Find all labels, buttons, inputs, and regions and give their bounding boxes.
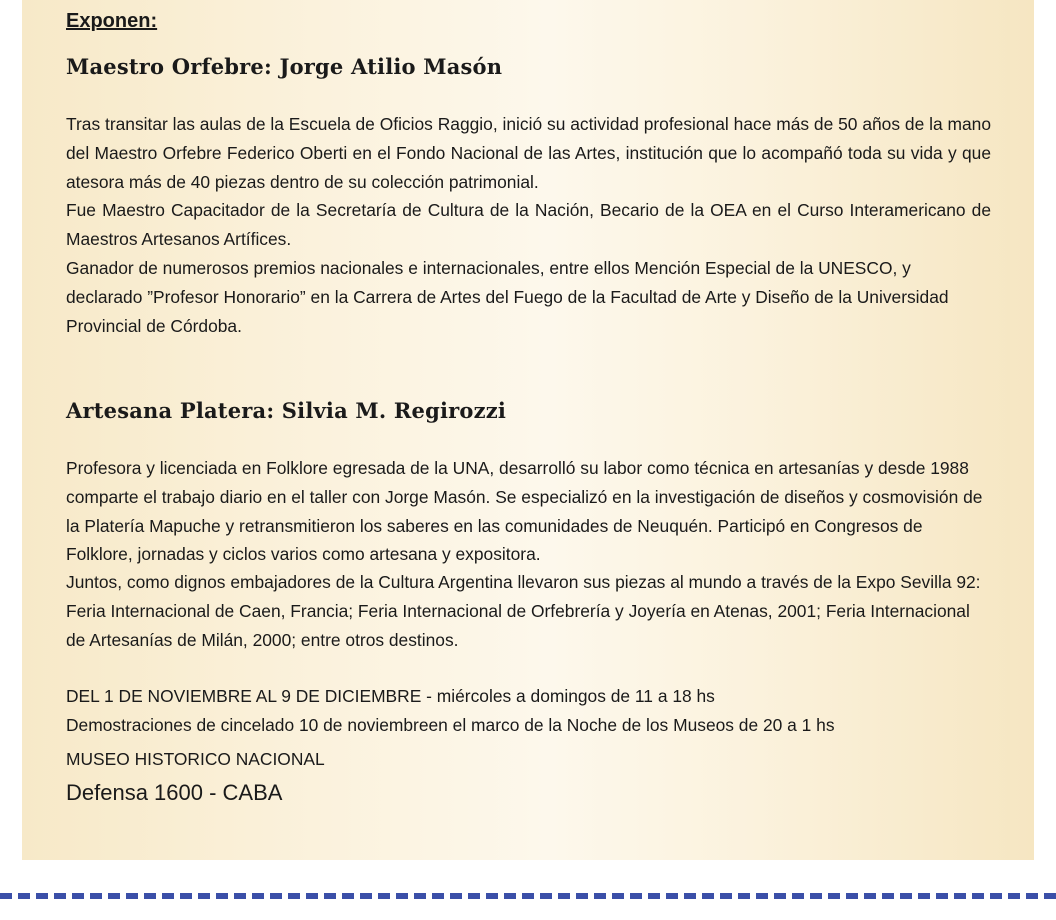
artist1-bio-paragraph: Tras transitar las aulas de la Escuela de Oficios Raggio, inició su actividad profesional hace más de 50 años de la mano del Maestro Orfebre Federico Oberti en el Fondo Nacional de las Artes, institución que lo acompañó toda su vida y que atesora más de 40 piezas dentro de su colección patrimonial.	[66, 114, 991, 192]
artist1-title: Maestro Orfebre: Jorge Atilio Masón	[66, 54, 503, 79]
artist2-bio-paragraph: Profesora y licenciada en Folklore egresada de la UNA, desarrolló su labor como técnica en artesanías y desde 1988 comparte el trabajo diario en el taller con Jorge Masón. Se especializó en la investigación de diseños y cosmovisión de la Platería Mapuche y retransmitieron los saberes en las comunidades de Neuquén. Participó en Congresos de Folklore, jornadas y ciclos varios como artesana y expositora.	[66, 458, 983, 565]
dashed-divider	[0, 893, 1056, 899]
event-venue: MUSEO HISTORICO NACIONAL	[66, 749, 325, 769]
artist2-bio-paragraph: Juntos, como dignos embajadores de la Cultura Argentina llevaron sus piezas al mundo a través de la Expo Sevilla 92: Feria Internacional de Caen, Francia; Feria Internacional de Orfebrería y Joyería en Atenas, 2001; Feria Internacional de Artesanías de Milán, 2000; entre otros destinos.	[66, 572, 981, 650]
artist1-bio-paragraph: Ganador de numerosos premios nacionales e internacionales, entre ellos Mención Especial de la UNESCO, y declarado ”Profesor Honorario” en la Carrera de Artes del Fuego de la Facultad de Arte y Diseño de la Universidad Provincial de Córdoba.	[66, 258, 949, 336]
exponen-heading: Exponen:	[66, 10, 158, 32]
event-address: Defensa 1600 - CABA	[66, 780, 283, 805]
content-panel	[22, 0, 1034, 860]
artist1-bio-paragraph: Fue Maestro Capacitador de la Secretaría de Cultura de la Nación, Becario de la OEA en el Curso Interamericano de Maestros Artesanos Artífices.	[66, 200, 991, 249]
artist2-title: Artesana Platera: Silvia M. Regirozzi	[66, 398, 507, 423]
event-demonstrations: Demostraciones de cincelado 10 de noviembreen el marco de la Noche de los Museos de 20 a 1 hs	[66, 715, 835, 735]
event-dates: DEL 1 DE NOVIEMBRE AL 9 DE DICIEMBRE - miércoles a domingos de 11 a 18 hs	[66, 686, 715, 706]
